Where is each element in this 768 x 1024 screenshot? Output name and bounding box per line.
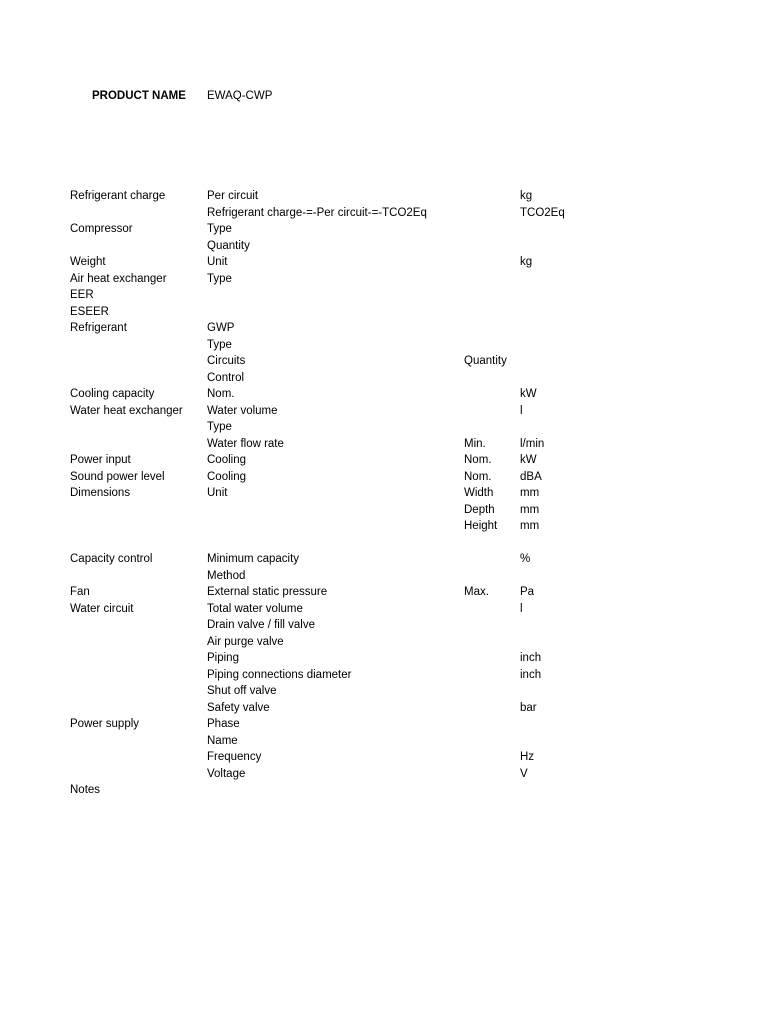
row-item: Type (207, 272, 232, 285)
row-qualifier: Min. (464, 437, 486, 450)
table-row (0, 337, 768, 354)
row-category: Fan (70, 586, 90, 598)
row-item: Frequency (207, 751, 262, 763)
row-item: Type (207, 223, 232, 235)
row-category: Power supply (70, 718, 140, 730)
row-qualifier: Width (464, 487, 494, 499)
table-row (0, 667, 768, 684)
row-qualifier: Depth (464, 503, 495, 516)
table-row (0, 238, 768, 255)
table-row (0, 716, 768, 733)
row-unit: inch (520, 652, 542, 664)
row-unit: inch (520, 668, 542, 681)
row-category: Sound power level (70, 470, 165, 483)
row-category: Capacity control (70, 553, 153, 565)
row-category: Refrigerant (70, 322, 127, 334)
row-item: Shut off valve (207, 685, 277, 697)
table-row (0, 221, 768, 238)
table-row (0, 271, 768, 288)
row-item: Safety valve (207, 701, 270, 714)
table-row (0, 436, 768, 453)
table-row (0, 485, 768, 502)
table-row (0, 469, 768, 486)
row-unit: mm (520, 487, 540, 499)
row-item: Air purge valve (207, 635, 284, 648)
table-row (0, 700, 768, 717)
row-category: Weight (70, 256, 106, 268)
row-unit: kW (520, 454, 537, 466)
row-category: EER (70, 289, 94, 301)
row-item: Circuits (207, 355, 246, 367)
table-row (0, 650, 768, 667)
product-name-label: PRODUCT NAME (92, 90, 186, 102)
table-row (0, 551, 768, 568)
table-row (0, 419, 768, 436)
table-row (0, 403, 768, 420)
row-item: Cooling (207, 470, 246, 483)
row-unit: mm (520, 520, 540, 532)
row-qualifier: Quantity (464, 355, 507, 367)
row-category: Refrigerant charge (70, 190, 166, 202)
row-item: Control (207, 371, 245, 384)
table-row (0, 584, 768, 601)
row-item: Phase (207, 718, 240, 730)
row-category: Compressor (70, 223, 133, 235)
table-row (0, 749, 768, 766)
row-item: Minimum capacity (207, 553, 300, 565)
row-item: Total water volume (207, 602, 303, 615)
row-unit: % (520, 553, 531, 565)
row-item: Voltage (207, 767, 246, 780)
row-category: Dimensions (70, 487, 131, 499)
table-row (0, 320, 768, 337)
table-row (0, 634, 768, 651)
table-row (0, 205, 768, 222)
row-category: Power input (70, 454, 131, 466)
row-category: Air heat exchanger (70, 272, 167, 285)
row-unit: mm (520, 503, 540, 516)
table-row (0, 254, 768, 271)
row-unit: bar (520, 701, 537, 714)
row-category: Water heat exchanger (70, 404, 183, 417)
row-unit: V (520, 767, 528, 780)
table-row (0, 518, 768, 535)
table-row (0, 617, 768, 634)
row-item: Piping (207, 652, 239, 664)
row-item: Cooling (207, 454, 246, 466)
row-category: ESEER (70, 305, 109, 318)
row-item: Water volume (207, 404, 278, 417)
table-row (0, 683, 768, 700)
row-unit: Hz (520, 751, 535, 763)
table-row (0, 502, 768, 519)
row-spacer (0, 535, 768, 552)
table-row (0, 370, 768, 387)
row-item: Type (207, 338, 232, 351)
row-qualifier: Nom. (464, 470, 492, 483)
table-row (0, 353, 768, 370)
row-item: Nom. (207, 388, 235, 400)
row-unit: dBA (520, 470, 542, 483)
row-item: Refrigerant charge-=-Per circuit-=-TCO2Eq (207, 206, 427, 219)
table-row (0, 568, 768, 585)
row-unit: kg (520, 256, 533, 268)
row-unit: kW (520, 388, 537, 400)
table-row (0, 287, 768, 304)
table-row (0, 304, 768, 321)
row-item: Water flow rate (207, 437, 284, 450)
row-item: Quantity (207, 239, 250, 252)
row-item: Drain valve / fill valve (207, 619, 316, 631)
row-item: Piping connections diameter (207, 668, 352, 681)
row-unit: l (520, 404, 523, 417)
row-item: Unit (207, 256, 228, 268)
row-unit: kg (520, 190, 533, 202)
specification-table (0, 188, 768, 799)
row-category: Water circuit (70, 602, 134, 615)
row-item: Method (207, 569, 246, 582)
row-item: Type (207, 421, 232, 433)
table-row (0, 733, 768, 750)
table-row (0, 782, 768, 799)
table-row (0, 386, 768, 403)
row-unit: l (520, 602, 523, 615)
row-item: Unit (207, 487, 228, 499)
row-qualifier: Nom. (464, 454, 492, 466)
row-category: Cooling capacity (70, 388, 155, 400)
row-category: Notes (70, 784, 101, 796)
row-qualifier: Height (464, 520, 498, 532)
table-row (0, 452, 768, 469)
table-row (0, 766, 768, 783)
table-row (0, 188, 768, 205)
row-item: Per circuit (207, 190, 259, 202)
row-item: Name (207, 734, 238, 747)
product-name-value: EWAQ-CWP (207, 90, 273, 102)
row-unit: l/min (520, 437, 545, 450)
row-item: GWP (207, 322, 235, 334)
row-item: External static pressure (207, 586, 328, 598)
row-unit: Pa (520, 586, 535, 598)
row-unit: TCO2Eq (520, 206, 565, 219)
row-qualifier: Max. (464, 586, 489, 598)
table-row (0, 601, 768, 618)
